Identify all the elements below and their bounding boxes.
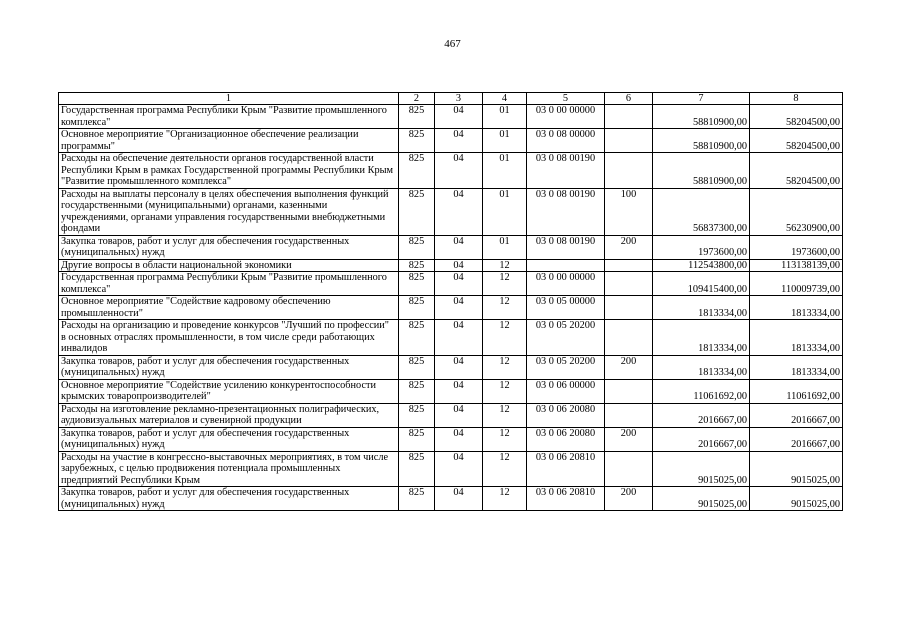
budget-table [58,92,843,511]
subsection-cell: 01 [483,153,527,189]
amount-cell: 2016667,00 [750,427,843,451]
row-name-cell: Расходы на обеспечение деятельности органов государственной власти Республики Крым в рамках Государственной программы Республики Крым "Развитие промышленного комплекса" [59,153,399,189]
gov-code-cell: 825 [399,153,435,189]
target-article-cell: 03 0 00 00000 [527,272,605,296]
amount-cell: 1813334,00 [653,320,750,356]
row-name-cell: Основное мероприятие "Содействие усилению конкурентоспособности крымских товаропроизводителей" [59,379,399,403]
amount-cell: 9015025,00 [653,451,750,487]
row-name-cell: Расходы на участие в конгрессно-выставочных мероприятиях, в том числе зарубежных, с целью продвижения потенциала промышленных предприятий Республики Крым [59,451,399,487]
table-row [59,235,843,259]
amount-cell: 9015025,00 [750,451,843,487]
header-cell: 6 [605,93,653,105]
expense-type-cell [605,272,653,296]
section-cell: 04 [435,403,483,427]
gov-code-cell: 825 [399,188,435,235]
amount-cell: 58810900,00 [653,153,750,189]
table-row [59,355,843,379]
table-row [59,129,843,153]
target-article-cell: 03 0 06 20810 [527,451,605,487]
target-article-cell: 03 0 06 00000 [527,379,605,403]
amount-cell: 1813334,00 [653,355,750,379]
section-cell: 04 [435,272,483,296]
amount-cell: 1813334,00 [750,355,843,379]
section-cell: 04 [435,320,483,356]
row-name-cell: Расходы на организацию и проведение конкурсов "Лучший по профессии" в основных отраслях промышленности, в том числе среди работающих инвалидов [59,320,399,356]
header-cell: 7 [653,93,750,105]
expense-type-cell [605,403,653,427]
table-row [59,427,843,451]
expense-type-cell [605,259,653,272]
target-article-cell: 03 0 08 00190 [527,235,605,259]
table-row [59,188,843,235]
gov-code-cell: 825 [399,320,435,356]
amount-cell: 2016667,00 [653,403,750,427]
table-row [59,320,843,356]
section-cell: 04 [435,153,483,189]
header-cell: 2 [399,93,435,105]
amount-cell: 56230900,00 [750,188,843,235]
amount-cell: 56837300,00 [653,188,750,235]
target-article-cell [527,259,605,272]
target-article-cell: 03 0 00 00000 [527,105,605,129]
amount-cell: 58204500,00 [750,153,843,189]
section-cell: 04 [435,487,483,511]
row-name-cell: Закупка товаров, работ и услуг для обеспечения государственных (муниципальных) нужд [59,355,399,379]
subsection-cell: 12 [483,259,527,272]
amount-cell: 2016667,00 [750,403,843,427]
subsection-cell: 12 [483,320,527,356]
section-cell: 04 [435,129,483,153]
amount-cell: 9015025,00 [750,487,843,511]
table-row [59,153,843,189]
amount-cell: 2016667,00 [653,427,750,451]
gov-code-cell: 825 [399,487,435,511]
page-number: 467 [444,38,461,50]
gov-code-cell: 825 [399,451,435,487]
row-name-cell: Государственная программа Республики Крым "Развитие промышленного комплекса" [59,272,399,296]
section-cell: 04 [435,427,483,451]
row-name-cell: Закупка товаров, работ и услуг для обеспечения государственных (муниципальных) нужд [59,235,399,259]
gov-code-cell: 825 [399,259,435,272]
amount-cell: 1813334,00 [653,296,750,320]
gov-code-cell: 825 [399,403,435,427]
amount-cell: 1813334,00 [750,320,843,356]
table-row [59,296,843,320]
subsection-cell: 01 [483,235,527,259]
subsection-cell: 12 [483,379,527,403]
amount-cell: 11061692,00 [653,379,750,403]
table-row [59,105,843,129]
subsection-cell: 12 [483,427,527,451]
amount-cell: 1813334,00 [750,296,843,320]
table-row [59,487,843,511]
header-row [59,93,843,105]
amount-cell: 112543800,00 [653,259,750,272]
subsection-cell: 12 [483,355,527,379]
header-cell: 3 [435,93,483,105]
expense-type-cell: 200 [605,355,653,379]
table-row [59,451,843,487]
table-row [59,259,843,272]
amount-cell: 109415400,00 [653,272,750,296]
subsection-cell: 01 [483,188,527,235]
target-article-cell: 03 0 08 00000 [527,129,605,153]
gov-code-cell: 825 [399,105,435,129]
target-article-cell: 03 0 08 00190 [527,188,605,235]
target-article-cell: 03 0 05 00000 [527,296,605,320]
expense-type-cell [605,451,653,487]
gov-code-cell: 825 [399,379,435,403]
amount-cell: 58810900,00 [653,105,750,129]
row-name-cell: Закупка товаров, работ и услуг для обеспечения государственных (муниципальных) нужд [59,487,399,511]
amount-cell: 58204500,00 [750,105,843,129]
expense-type-cell: 200 [605,235,653,259]
header-cell: 5 [527,93,605,105]
table-row [59,379,843,403]
subsection-cell: 12 [483,487,527,511]
header-cell: 8 [750,93,843,105]
expense-type-cell [605,105,653,129]
row-name-cell: Основное мероприятие "Содействие кадровому обеспечению промышленности" [59,296,399,320]
subsection-cell: 12 [483,403,527,427]
expense-type-cell [605,320,653,356]
target-article-cell: 03 0 05 20200 [527,355,605,379]
expense-type-cell [605,379,653,403]
row-name-cell: Расходы на изготовление рекламно-презентационных полиграфических, аудиовизуальных материалов и сувенирной продукции [59,403,399,427]
header-cell: 1 [59,93,399,105]
row-name-cell: Закупка товаров, работ и услуг для обеспечения государственных (муниципальных) нужд [59,427,399,451]
amount-cell: 58810900,00 [653,129,750,153]
amount-cell: 9015025,00 [653,487,750,511]
row-name-cell: Другие вопросы в области национальной экономики [59,259,399,272]
expense-type-cell [605,296,653,320]
table-row [59,272,843,296]
gov-code-cell: 825 [399,129,435,153]
gov-code-cell: 825 [399,355,435,379]
target-article-cell: 03 0 05 20200 [527,320,605,356]
subsection-cell: 12 [483,272,527,296]
section-cell: 04 [435,296,483,320]
row-name-cell: Расходы на выплаты персоналу в целях обеспечения выполнения функций государственными (муниципальными) органами, казенными учреждениями, органами управления государственными внебюджетными фондами [59,188,399,235]
expense-type-cell [605,153,653,189]
target-article-cell: 03 0 06 20080 [527,427,605,451]
section-cell: 04 [435,355,483,379]
subsection-cell: 12 [483,296,527,320]
expense-type-cell: 100 [605,188,653,235]
amount-cell: 1973600,00 [653,235,750,259]
amount-cell: 113138139,00 [750,259,843,272]
expense-type-cell [605,129,653,153]
table-row [59,403,843,427]
section-cell: 04 [435,451,483,487]
target-article-cell: 03 0 06 20810 [527,487,605,511]
expense-type-cell: 200 [605,427,653,451]
section-cell: 04 [435,379,483,403]
target-article-cell: 03 0 06 20080 [527,403,605,427]
subsection-cell: 01 [483,129,527,153]
gov-code-cell: 825 [399,235,435,259]
gov-code-cell: 825 [399,427,435,451]
target-article-cell: 03 0 08 00190 [527,153,605,189]
row-name-cell: Основное мероприятие "Организационное обеспечение реализации программы" [59,129,399,153]
section-cell: 04 [435,105,483,129]
section-cell: 04 [435,259,483,272]
header-cell: 4 [483,93,527,105]
subsection-cell: 12 [483,451,527,487]
expense-type-cell: 200 [605,487,653,511]
subsection-cell: 01 [483,105,527,129]
gov-code-cell: 825 [399,296,435,320]
amount-cell: 110009739,00 [750,272,843,296]
gov-code-cell: 825 [399,272,435,296]
row-name-cell: Государственная программа Республики Крым "Развитие промышленного комплекса" [59,105,399,129]
section-cell: 04 [435,235,483,259]
section-cell: 04 [435,188,483,235]
amount-cell: 1973600,00 [750,235,843,259]
amount-cell: 11061692,00 [750,379,843,403]
amount-cell: 58204500,00 [750,129,843,153]
